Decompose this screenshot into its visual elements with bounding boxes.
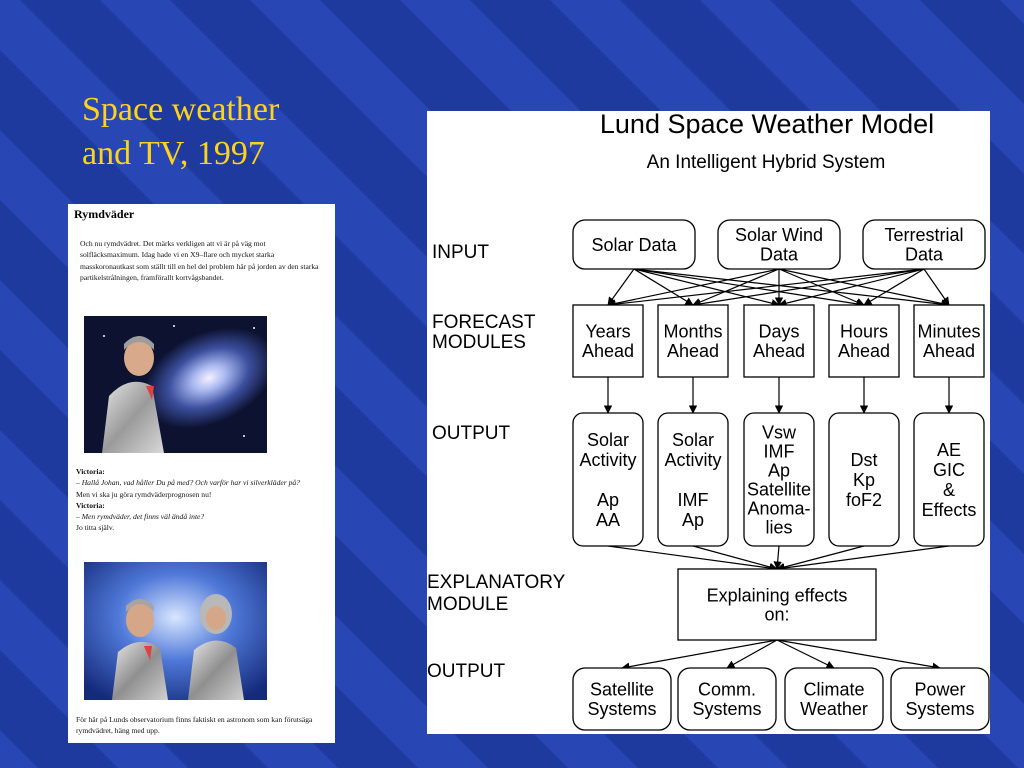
output-node-4-line-1: Dst	[850, 449, 878, 470]
arrow-input-module-1	[608, 269, 634, 305]
input-node-1-line-1: Solar Data	[591, 234, 677, 255]
input-node-1	[573, 220, 695, 269]
effect-node-2	[678, 668, 776, 730]
arrow-input-module-12	[693, 269, 924, 305]
article-footer: För här på Lunds observatorium finns faktiskt en astronom som kan förutsäga rymdvädret, häng med upp.	[76, 715, 313, 736]
input-node-3	[863, 220, 985, 269]
input-node-2	[718, 220, 840, 269]
output-node-2-line-1: Solar	[671, 429, 715, 450]
article-title: Rymdväder	[74, 207, 135, 221]
dialog-line-6: Jo titta själv.	[76, 523, 115, 533]
output-node-1-line-4: Ap	[596, 489, 620, 510]
effect-node-1-line-1: Satellite	[589, 679, 655, 700]
row-label-output: OUTPUT	[432, 423, 511, 444]
output-node-2-line-4: IMF	[677, 489, 709, 510]
arrow-input-module-15	[924, 269, 949, 305]
arrow-output-explain-4	[777, 546, 864, 569]
module-node-1-line-1: Years	[585, 321, 631, 342]
output-node-5-line-1: AE	[936, 439, 962, 460]
output-node-3-line-2: IMF	[763, 441, 795, 462]
effect-node-1	[573, 668, 671, 730]
effect-node-2-line-1: Comm.	[698, 679, 756, 700]
module-node-5-line-1: Minutes	[917, 321, 981, 342]
output-node-4-line-3: foF2	[845, 489, 883, 510]
dialog-line-2: – Hallå Johan, vad håller Du på med? Och varför har vi silverkläder på?	[76, 478, 300, 488]
photo-presenter-galaxy	[84, 316, 267, 453]
row-label-forecast-2: MODULES	[432, 332, 526, 353]
article-intro: Och nu rymdvädret. Det märks verkligen att vi är på väg mot solfläcksmaximum. Idag hade vi en X9–flare och mycket starka masskoronautkast som ställt till en hel del problem här på jorden av den starka partikelstrålningen, framförallt kortvågsbandet.	[80, 239, 319, 282]
module-node-1	[573, 305, 643, 377]
input-node-3-line-2: Data	[904, 244, 944, 265]
module-node-3-line-2: Ahead	[752, 341, 806, 362]
arrow-output-explain-5	[777, 546, 949, 569]
module-node-4-line-2: Ahead	[837, 341, 891, 362]
effect-node-4-line-2: Systems	[905, 699, 975, 720]
arrow-input-module-6	[608, 269, 779, 305]
module-node-3-line-1: Days	[758, 321, 800, 342]
output-node-1-line-5: AA	[595, 509, 621, 530]
module-node-5	[914, 305, 984, 377]
arrow-output-explain-2	[693, 546, 777, 569]
module-node-4-line-1: Hours	[839, 321, 889, 342]
output-node-5-line-4: Effects	[921, 499, 977, 520]
effect-node-2-line-2: Systems	[692, 699, 762, 720]
module-node-2-line-2: Ahead	[666, 341, 720, 362]
output-node-2	[658, 413, 728, 546]
effect-node-3-line-1: Climate	[803, 679, 865, 700]
dialog-line-4: Victoria:	[76, 500, 105, 510]
output-node-3	[744, 413, 814, 546]
dialog-line-3: Men vi ska ju göra rymdväderprognosen nu!	[76, 489, 212, 499]
module-node-2-line-1: Months	[663, 321, 723, 342]
effect-node-3	[785, 668, 883, 730]
output-node-2-line-2: Activity	[664, 449, 722, 470]
output-node-3-line-1: Vsw	[761, 422, 797, 443]
diagram-subtitle: An Intelligent Hybrid System	[646, 152, 886, 173]
output-node-1	[573, 413, 643, 546]
output-node-5-line-3: &	[942, 479, 956, 500]
diagram-title: Lund Space Weather Model	[599, 111, 935, 139]
row-label-input: INPUT	[432, 242, 489, 263]
output-node-3-line-5: Anoma-	[747, 498, 811, 519]
row-label-explanatory-2: MODULE	[427, 594, 509, 615]
effect-node-4	[891, 668, 989, 730]
output-node-2-line-5: Ap	[681, 509, 705, 530]
effect-node-1-line-2: Systems	[587, 699, 657, 720]
effect-node-4-line-1: Power	[914, 679, 966, 700]
arrow-explain-effect-4	[777, 640, 940, 668]
input-node-2-line-2: Data	[759, 244, 799, 265]
slide-title	[82, 88, 279, 176]
input-node-3-line-1: Terrestrial	[884, 225, 964, 246]
output-node-3-line-6: lies	[765, 517, 793, 538]
output-node-3-line-4: Satellite	[746, 479, 812, 500]
dialog-line-5: – Men rymdväder, det finns väl ändå inte?	[76, 512, 205, 522]
arrow-input-module-10	[779, 269, 949, 305]
effect-node-3-line-2: Weather	[800, 699, 868, 720]
module-node-2	[658, 305, 728, 377]
newspaper-clipping	[68, 204, 335, 743]
output-node-5	[914, 413, 984, 546]
output-node-3-line-3: Ap	[767, 460, 791, 481]
output-node-1-line-2: Activity	[579, 449, 637, 470]
module-node-4	[829, 305, 899, 377]
output-node-4-line-2: Kp	[852, 469, 876, 490]
input-node-2-line-1: Solar Wind	[734, 225, 824, 246]
explain-node-line-2: on:	[764, 604, 790, 625]
title-line-2: and TV, 1997	[82, 135, 265, 172]
row-label-forecast-1: FORECAST	[432, 312, 536, 333]
dialog-line-1: Victoria:	[76, 467, 105, 476]
photo-two-presenters	[84, 562, 267, 700]
arrow-explain-effect-3	[777, 640, 834, 668]
arrow-output-explain-3	[777, 546, 779, 569]
output-node-5-line-2: GIC	[932, 459, 966, 480]
explain-node-line-1: Explaining effects	[706, 585, 848, 606]
lund-space-weather-diagram	[427, 111, 990, 734]
module-node-1-line-2: Ahead	[581, 341, 635, 362]
module-node-5-line-2: Ahead	[922, 341, 976, 362]
row-label-explanatory-1: EXPLANATORY	[427, 572, 566, 593]
arrow-explain-effect-1	[622, 640, 777, 668]
arrow-output-explain-1	[608, 546, 777, 569]
arrow-input-module-4	[634, 269, 864, 305]
output-node-1-line-1: Solar	[586, 429, 630, 450]
title-line-1: Space weather	[82, 91, 280, 128]
article-dialog	[76, 466, 316, 534]
module-node-3	[744, 305, 814, 377]
output-node-4	[829, 413, 899, 546]
row-label-output-2: OUTPUT	[427, 661, 506, 682]
explain-node	[678, 569, 876, 640]
